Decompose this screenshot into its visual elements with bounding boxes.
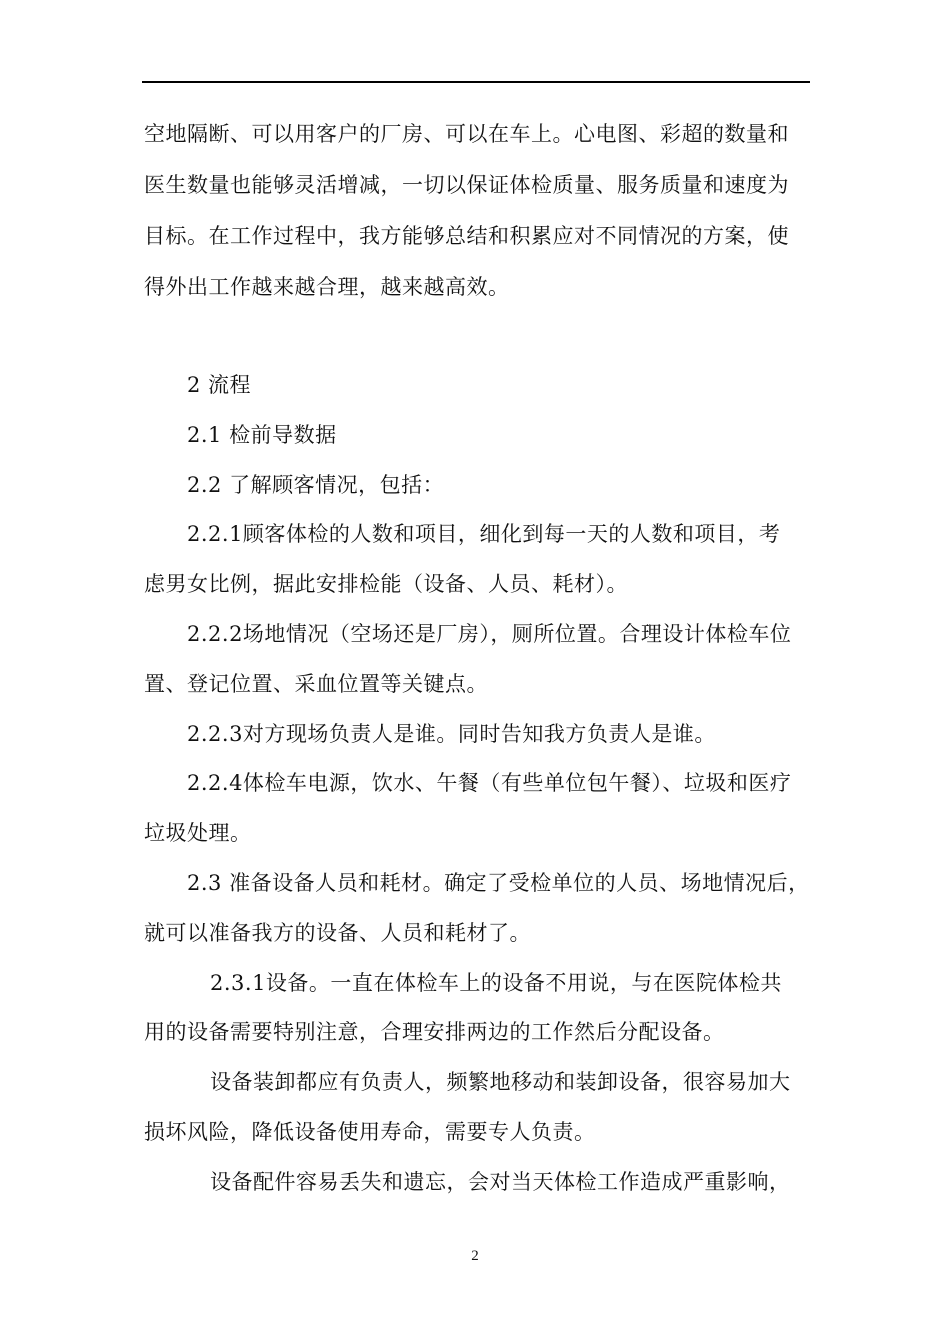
text-line: 损坏风险，降低设备使用寿命，需要专人负责。 <box>144 1120 596 1144</box>
text-line: 2.2.2场地情况（空场还是厂房），厕所位置。合理设计体检车位 <box>187 622 792 646</box>
text-line: 目标。在工作过程中，我方能够总结和积累应对不同情况的方案，使 <box>144 224 789 248</box>
text-line: 医生数量也能够灵活增减，一切以保证体检质量、服务质量和速度为 <box>144 173 789 197</box>
text-line: 设备装卸都应有负责人，频繁地移动和装卸设备，很容易加大 <box>210 1070 791 1094</box>
text-line: 虑男女比例，据此安排检能（设备、人员、耗材）。 <box>144 572 628 596</box>
page-number: 2 <box>471 1248 479 1264</box>
text-line: 垃圾处理。 <box>144 821 252 845</box>
text-line: 2.2.4体检车电源，饮水、午餐（有些单位包午餐）、垃圾和医疗 <box>187 771 792 795</box>
header-rule <box>142 81 810 83</box>
text-line: 设备配件容易丢失和遗忘，会对当天体检工作造成严重影响， <box>210 1170 791 1194</box>
text-line: 得外出工作越来越合理，越来越高效。 <box>144 275 510 299</box>
text-line: 就可以准备我方的设备、人员和耗材了。 <box>144 921 531 945</box>
text-line: 置、登记位置、采血位置等关键点。 <box>144 672 488 696</box>
subsection-heading: 2.2 了解顾客情况，包括： <box>187 473 445 497</box>
section-heading: 2 流程 <box>187 373 252 397</box>
text-line: 2.2.1顾客体检的人数和项目，细化到每一天的人数和项目，考 <box>187 522 781 546</box>
text-line: 2.2.3对方现场负责人是谁。同时告知我方负责人是谁。 <box>187 722 716 746</box>
text-line: 2.3 准备设备人员和耗材。确定了受检单位的人员、场地情况后， <box>187 871 810 895</box>
text-line: 2.3.1设备。一直在体检车上的设备不用说，与在医院体检共 <box>210 971 782 995</box>
text-line: 空地隔断、可以用客户的厂房、可以在车上。心电图、彩超的数量和 <box>144 122 789 146</box>
text-line: 用的设备需要特别注意，合理安排两边的工作然后分配设备。 <box>144 1020 725 1044</box>
subsection-heading: 2.1 检前导数据 <box>187 423 337 447</box>
